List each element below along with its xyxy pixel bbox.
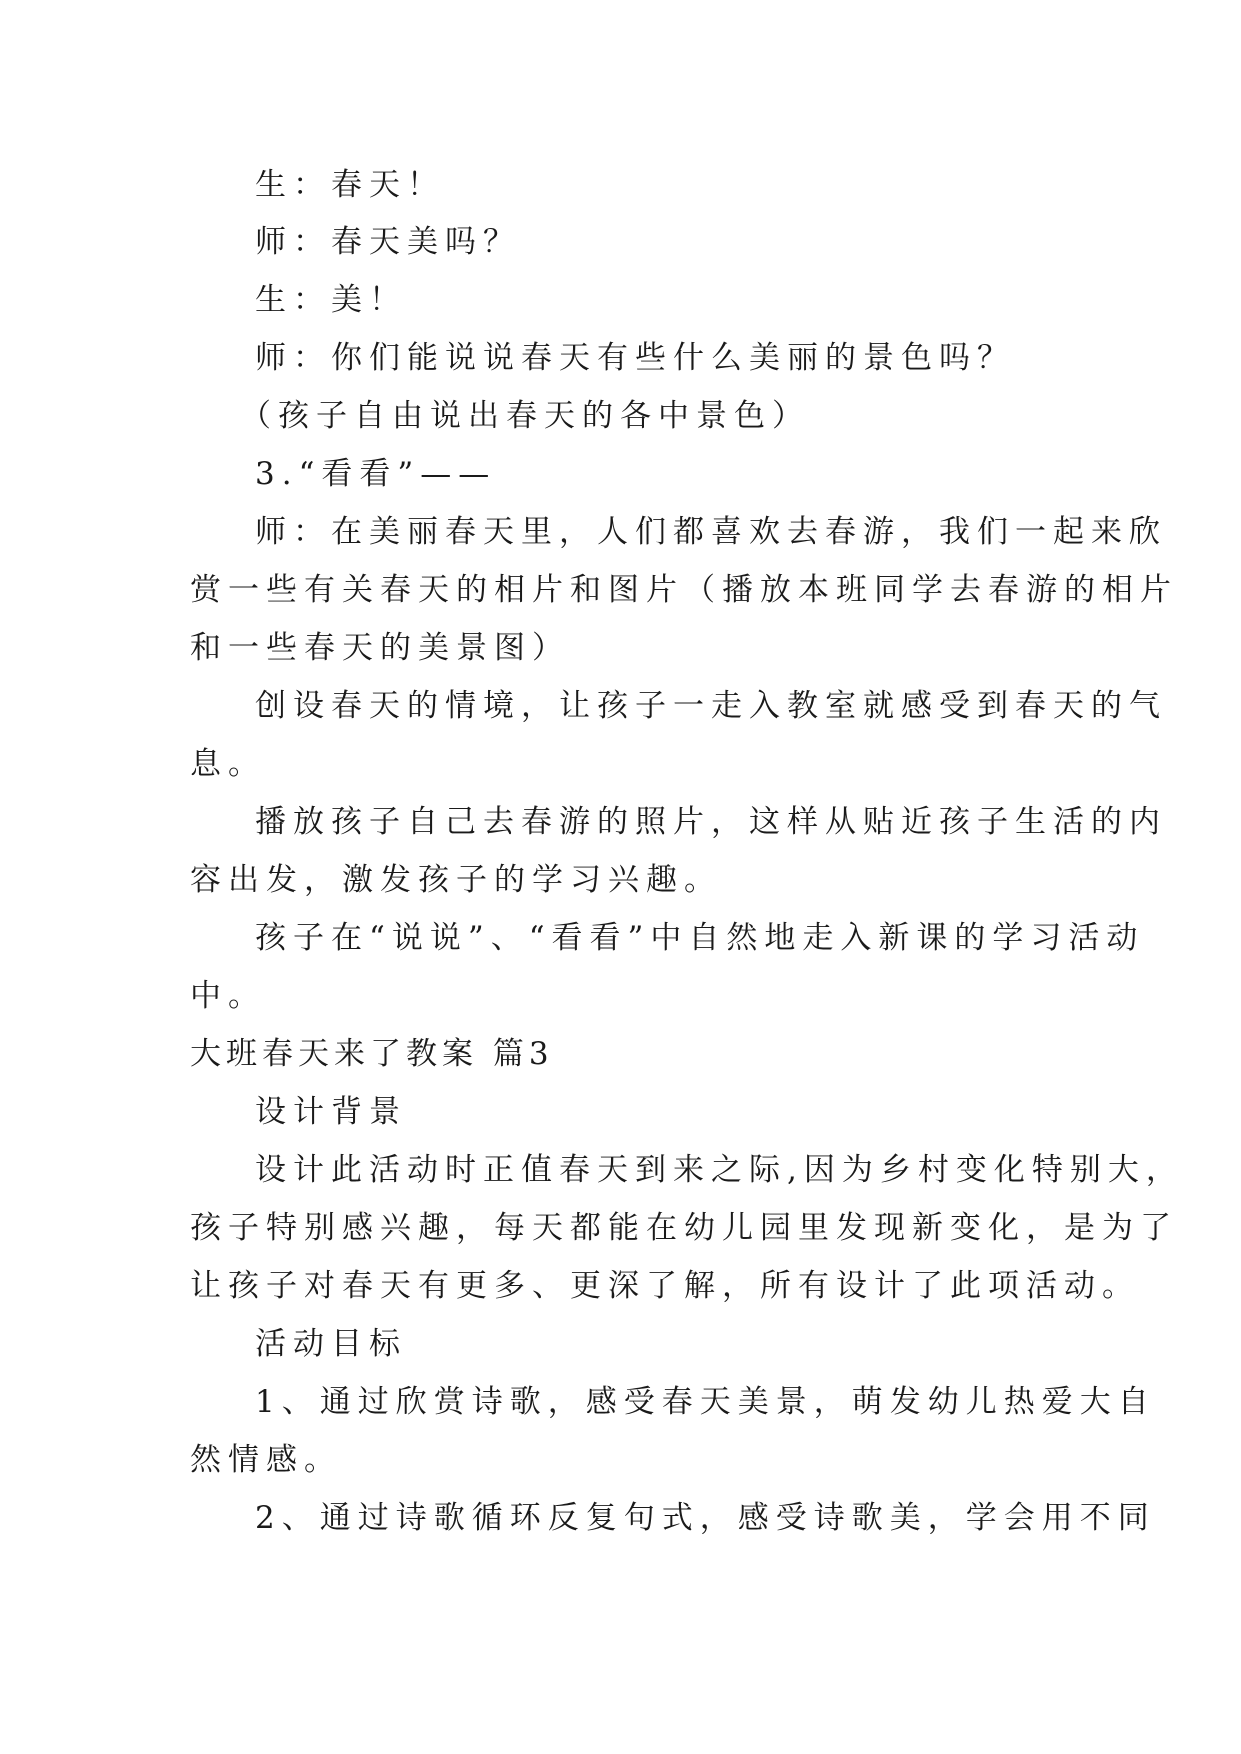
paragraph-line: 孩子特别感兴趣，每天都能在幼儿园里发现新变化，是为了 [190, 1210, 1178, 1246]
paragraph-line: 和一些春天的美景图） [190, 630, 570, 666]
parenthetical-note: （孩子自由说出春天的各中景色） [240, 398, 810, 434]
section-heading: 大班春天来了教案 篇3 [190, 1036, 554, 1072]
paragraph-line: 孩子在“说说”、“看看”中自然地走入新课的学习活动 [255, 920, 1145, 956]
paragraph-line: 师：在美丽春天里，人们都喜欢去春游，我们一起来欣 [255, 514, 1167, 550]
paragraph-line: 然情感。 [190, 1442, 342, 1478]
paragraph-line: 容出发，激发孩子的学习兴趣。 [190, 862, 722, 898]
paragraph-line: 息。 [190, 746, 266, 782]
paragraph-line: 创设春天的情境，让孩子一走入教室就感受到春天的气 [255, 688, 1167, 724]
paragraph-line: 播放孩子自己去春游的照片，这样从贴近孩子生活的内 [255, 804, 1167, 840]
dialogue-line: 师：春天美吗？ [255, 224, 521, 260]
paragraph-line: 中。 [190, 978, 266, 1014]
section-step: 3.“看看”—— [255, 456, 497, 492]
paragraph-line: 设计此活动时正值春天到来之际,因为乡村变化特别大， [255, 1152, 1184, 1188]
paragraph-line: 赏一些有关春天的相片和图片（播放本班同学去春游的相片 [190, 572, 1178, 608]
paragraph-line: 2、通过诗歌循环反复句式，感受诗歌美，学会用不同 [255, 1500, 1156, 1536]
dialogue-line: 师：你们能说说春天有些什么美丽的景色吗？ [255, 340, 1015, 376]
dialogue-line: 生：春天！ [255, 167, 445, 203]
subheading: 活动目标 [255, 1326, 407, 1362]
paragraph-line: 1、通过欣赏诗歌，感受春天美景，萌发幼儿热爱大自 [255, 1384, 1156, 1420]
subheading: 设计背景 [255, 1094, 407, 1130]
paragraph-line: 让孩子对春天有更多、更深了解，所有设计了此项活动。 [190, 1268, 1140, 1304]
dialogue-line: 生：美！ [255, 282, 407, 318]
